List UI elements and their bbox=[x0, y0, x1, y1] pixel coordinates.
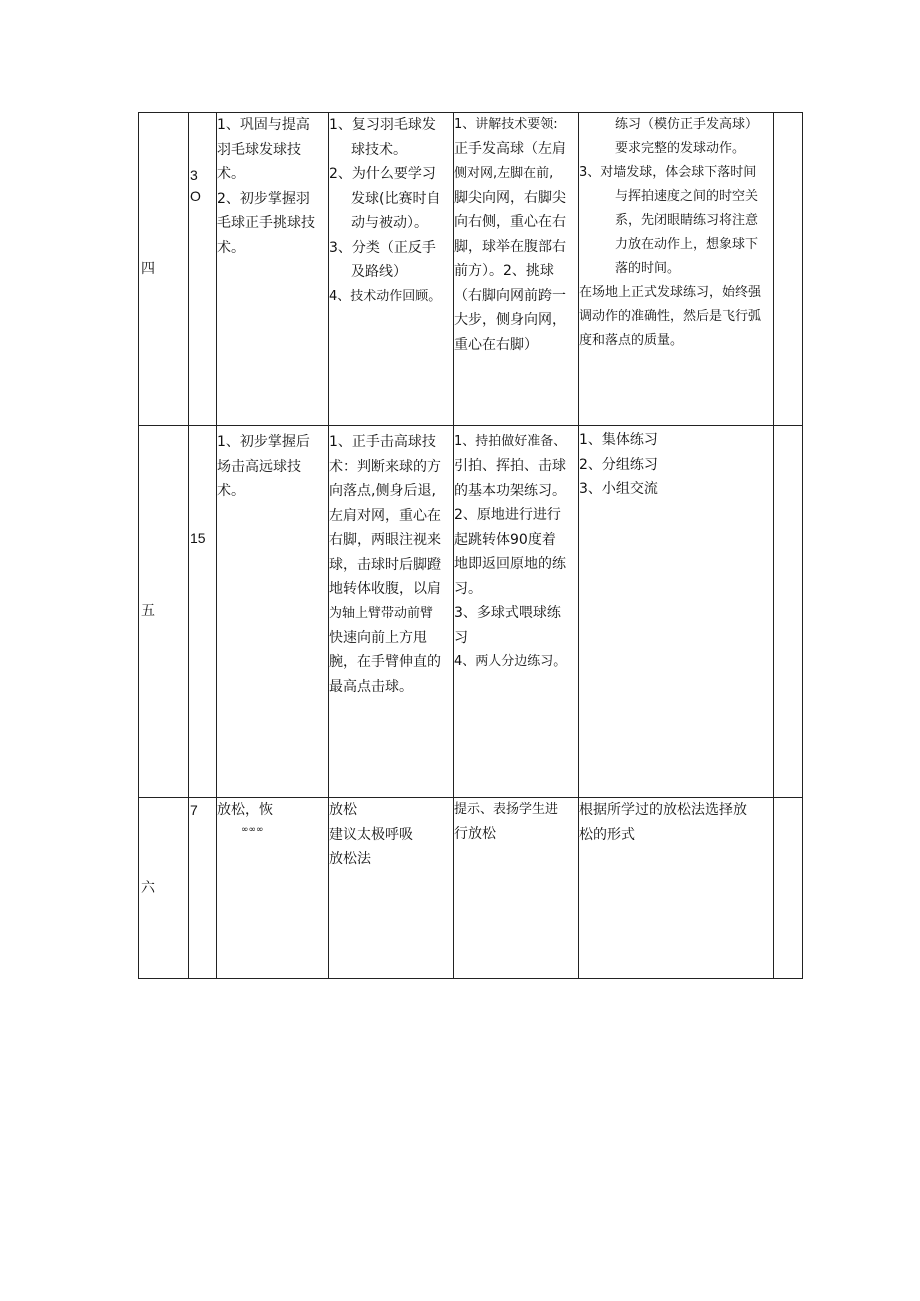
content-line: 球，击球时后脚蹬 bbox=[329, 556, 441, 573]
content-line: 及路线） bbox=[351, 264, 407, 280]
content-line: 建议太极呼吸 bbox=[329, 826, 413, 843]
teacher-line: 4、两人分边练习。 bbox=[454, 654, 567, 669]
goal-line: 毛球正手挑球技 bbox=[217, 215, 315, 231]
student-line: 力放在动作上，想象球下 bbox=[615, 237, 759, 252]
duration-text: 3 bbox=[190, 167, 198, 183]
content-line: 发球(比赛时自 bbox=[351, 190, 441, 207]
section-number-cell bbox=[139, 426, 189, 798]
teacher-activity-cell bbox=[454, 798, 579, 979]
section-number-cell bbox=[139, 113, 189, 426]
content-line: 1、正手击高球技 bbox=[329, 434, 436, 450]
student-line: 调动作的准确性，然后是飞行弧 bbox=[579, 309, 762, 324]
teacher-line: 引拍、挥拍、击球 bbox=[454, 458, 566, 474]
teacher-line: 侧对网,左脚在前, bbox=[454, 165, 554, 181]
goal-line: 1、巩固与提高 bbox=[217, 117, 310, 133]
student-line: 3、对墙发球，体会球下落时间 bbox=[579, 165, 757, 180]
student-line: 度和落点的质量。 bbox=[579, 333, 684, 348]
goal-cell bbox=[217, 113, 329, 426]
goal-line: 羽毛球发球技 bbox=[217, 141, 301, 158]
goal-line: 术。 bbox=[217, 166, 245, 182]
teacher-line: 前方）。2、挑球 bbox=[454, 263, 554, 279]
teacher-line: 的基本功架练习。 bbox=[454, 482, 566, 499]
content-line: 地转体收腹，以肩 bbox=[329, 581, 441, 597]
student-line: 根据所学过的放松法选择放 bbox=[579, 802, 747, 818]
student-activity-cell bbox=[579, 426, 774, 798]
student-line: 1、集体练习 bbox=[579, 432, 658, 448]
content-line: 4、技术动作回顾。 bbox=[329, 288, 442, 304]
student-line: 落的时间。 bbox=[615, 261, 681, 276]
teacher-activity-cell bbox=[454, 426, 579, 798]
teacher-line: 重心在右脚） bbox=[454, 336, 538, 353]
table-row bbox=[139, 113, 803, 426]
teacher-line: 1、讲解技术要领: bbox=[454, 117, 558, 132]
note-cell bbox=[774, 798, 803, 979]
table-row bbox=[139, 426, 803, 798]
teacher-line: 习。 bbox=[454, 580, 482, 597]
teacher-line: 地即返回原地的练 bbox=[454, 556, 566, 572]
duration-text: O bbox=[190, 187, 201, 204]
content-line: 快速向前上方甩 bbox=[329, 629, 427, 646]
content-line: 球技术。 bbox=[351, 141, 407, 158]
student-line: 要求完整的发球动作。 bbox=[615, 141, 746, 156]
teacher-line: 提示、表扬学生进 bbox=[454, 802, 559, 817]
teacher-line: 习 bbox=[454, 629, 468, 646]
teacher-line: （右脚向网前跨一 bbox=[454, 287, 566, 304]
goal-cell bbox=[217, 426, 329, 798]
note-cell bbox=[774, 113, 803, 426]
teacher-line: 向右侧，重心在右 bbox=[454, 214, 566, 230]
note-cell bbox=[774, 426, 803, 798]
content-cell bbox=[329, 113, 454, 426]
content-line: 为轴上臂带动前臂 bbox=[329, 605, 434, 621]
goal-cell bbox=[217, 798, 329, 979]
goal-line: 2、初步掌握羽 bbox=[217, 190, 310, 207]
goal-line: ∞∞∞ bbox=[241, 824, 264, 835]
content-line: 放松法 bbox=[329, 851, 371, 867]
student-line: 2、分组练习 bbox=[579, 456, 658, 473]
goal-line: 场击高远球技 bbox=[217, 458, 301, 475]
teacher-line: 2、原地进行进行 bbox=[454, 507, 561, 523]
goal-line: 术。 bbox=[217, 483, 245, 499]
content-line: 术：判断来球的方 bbox=[329, 458, 441, 475]
content-line: 左肩对网，重心在 bbox=[329, 507, 441, 524]
duration-cell bbox=[189, 113, 217, 426]
table-row bbox=[139, 798, 803, 979]
goal-line: 1、初步掌握后 bbox=[217, 434, 310, 450]
content-line: 右脚，两眼注视来 bbox=[329, 532, 441, 548]
teacher-activity-cell bbox=[454, 113, 579, 426]
student-line: 在场地上正式发球练习，始终强 bbox=[579, 285, 762, 300]
goal-line: 术。 bbox=[217, 239, 245, 256]
duration-text: 7 bbox=[190, 802, 198, 818]
content-line: 动与被动）。 bbox=[351, 215, 428, 231]
content-cell bbox=[329, 798, 454, 979]
content-line: 放松 bbox=[329, 802, 357, 818]
student-activity-cell bbox=[579, 113, 774, 426]
section-number: 六 bbox=[141, 879, 155, 896]
student-line: 练习（模仿正手发高球） bbox=[615, 117, 759, 132]
content-line: 向落点,侧身后退, bbox=[329, 483, 436, 499]
student-line: 松的形式 bbox=[579, 826, 635, 843]
teacher-line: 行放松 bbox=[454, 826, 496, 842]
content-line: 1、复习羽毛球发 bbox=[329, 117, 436, 133]
teacher-line: 3、多球式喂球练 bbox=[454, 605, 561, 621]
section-number: 五 bbox=[141, 603, 155, 620]
content-line: 2、为什么要学习 bbox=[329, 166, 436, 182]
content-line: 最高点击球。 bbox=[329, 678, 413, 695]
teacher-line: 脚尖向网，右脚尖 bbox=[454, 189, 566, 206]
teacher-line: 起跳转体90度着 bbox=[454, 531, 556, 548]
student-line: 3、小组交流 bbox=[579, 481, 658, 497]
content-line: 腕，在手臂伸直的 bbox=[329, 654, 441, 670]
teacher-line: 1、持拍做好准备、 bbox=[454, 434, 567, 449]
duration-text: 15 bbox=[190, 530, 206, 546]
teacher-line: 脚，球举在腹部右 bbox=[454, 238, 566, 255]
teacher-line: 正手发高球（左肩 bbox=[454, 141, 566, 157]
lesson-plan-table bbox=[138, 112, 803, 979]
teacher-line: 大步，侧身向网， bbox=[454, 312, 566, 328]
section-number-cell bbox=[139, 798, 189, 979]
student-line: 与挥拍速度之间的时空关 bbox=[615, 189, 759, 204]
duration-cell bbox=[189, 426, 217, 798]
student-activity-cell bbox=[579, 798, 774, 979]
goal-line: 放松，恢 bbox=[217, 802, 273, 818]
duration-cell bbox=[189, 798, 217, 979]
content-cell bbox=[329, 426, 454, 798]
content-line: 3、分类（正反手 bbox=[329, 239, 436, 256]
student-line: 系，先闭眼睛练习将注意 bbox=[615, 213, 759, 228]
section-number: 四 bbox=[141, 260, 155, 277]
